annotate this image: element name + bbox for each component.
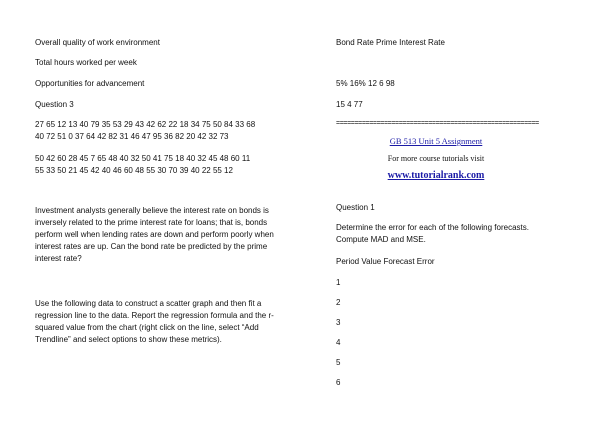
data-set-1-line-1: 27 65 12 13 40 79 35 53 29 43 42 62 22 18 34 75 50 84 33 68 <box>35 120 256 129</box>
bond-table-header: Bond Rate Prime Interest Rate <box>336 38 445 47</box>
question-1-text: Determine the error for each of the following forecasts. Compute MAD and MSE. <box>336 223 529 244</box>
period-row: 2 <box>336 298 341 307</box>
tutorialrank-link[interactable]: www.tutorialrank.com <box>387 170 485 181</box>
assignment-link-wrapper <box>336 136 536 148</box>
assignment-link[interactable]: GB 513 Unit 5 Assignment <box>389 136 483 146</box>
forecast-table-header: Period Value Forecast Error <box>336 257 435 266</box>
bond-rate-paragraph: Investment analysts generally believe the interest rate on bonds is inversely related to the prime interest rate for loans; that is, bonds perform well when lending rates are down and perform poorly when interest rates are up. Can the bond rate be predicted by the prime interest rate? <box>35 206 274 263</box>
question-3-heading: Question 3 <box>35 100 74 109</box>
data-set-2-line-1: 50 42 60 28 45 7 65 48 40 32 50 41 75 18 40 32 45 48 60 11 <box>35 154 251 163</box>
course-tutorials-text: For more course tutorials visit <box>387 154 485 163</box>
bond-table-row-1: 5% 16% 12 6 98 <box>336 79 395 88</box>
survey-item-advancement: Opportunities for advancement <box>35 79 145 88</box>
survey-item-work-environment: Overall quality of work environment <box>35 38 160 47</box>
site-link-wrapper <box>336 170 536 182</box>
period-row: 1 <box>336 278 341 287</box>
period-row: 6 <box>336 378 341 387</box>
data-set-2-line-2: 55 33 50 21 45 42 40 46 60 48 55 30 70 39 40 22 55 12 <box>35 166 233 175</box>
period-row: 5 <box>336 358 341 367</box>
survey-item-hours: Total hours worked per week <box>35 58 137 67</box>
bond-table-row-2: 15 4 77 <box>336 100 363 109</box>
question-1-heading: Question 1 <box>336 203 375 212</box>
scatter-instructions-paragraph: Use the following data to construct a scatter graph and then fit a regression line to the data. Report the regression formula and the r-squared value from the chart (right click on the line, select “Add Trendline” and select options to show these metrics). <box>35 299 274 344</box>
separator-line: ======================================================= <box>336 120 539 127</box>
data-set-1-line-2: 40 72 51 0 37 64 42 82 31 46 47 95 36 82 20 42 32 73 <box>35 132 229 141</box>
period-row: 4 <box>336 338 341 347</box>
period-row: 3 <box>336 318 341 327</box>
